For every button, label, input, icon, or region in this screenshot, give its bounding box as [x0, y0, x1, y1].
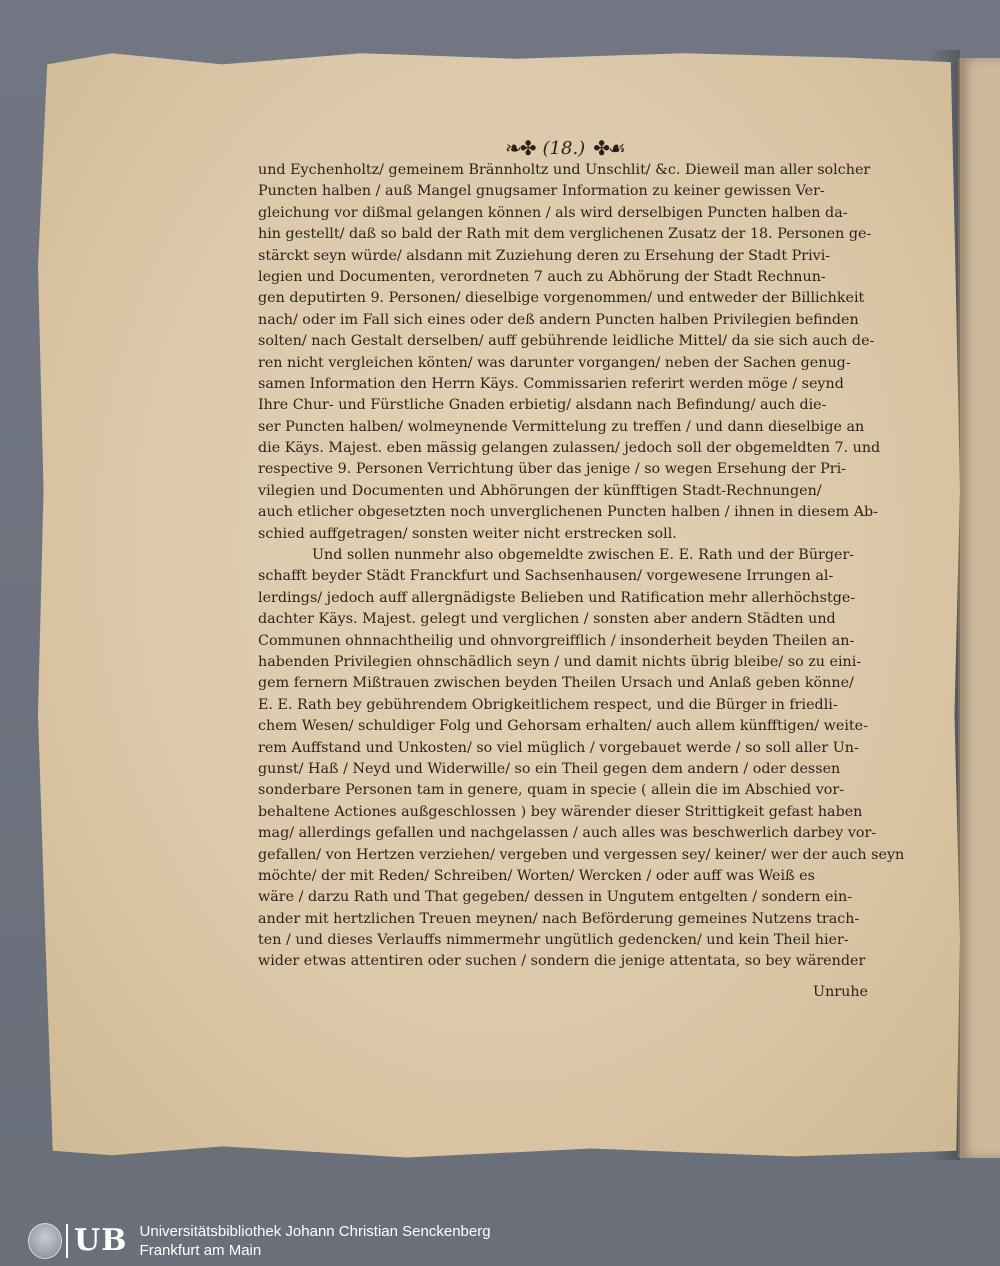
- text-line: Puncten halben / auß Mangel gnugsamer Information zu keiner gewissen Ver-: [258, 183, 825, 200]
- text-line: wäre / darzu Rath und That gegeben/ dessen in Ungutem entgelten / sondern ein-: [258, 889, 853, 906]
- text-line: die Käys. Majest. eben mässig gelangen zulassen/ jedoch soll der obgemeldten 7. und: [258, 440, 881, 457]
- catchword: Unruhe: [813, 984, 868, 1000]
- text-line: dachter Käys. Majest. gelegt und verglichen / sonsten aber andern Städten und: [258, 611, 836, 628]
- text-line: sonderbare Personen tam in genere, quam in specie ( allein die im Abschied vor-: [258, 782, 845, 799]
- text-line: nach/ oder im Fall sich eines oder deß andern Puncten halben Privilegien befinden: [258, 311, 859, 328]
- text-line: gem fernern Mißtrauen zwischen beyden Theilen Ursach und Anlaß geben könne/: [258, 675, 854, 692]
- ornament-left-icon: ❧✤: [505, 136, 535, 160]
- text-line: gefallen/ von Hertzen verziehen/ vergeben und vergessen sey/ keiner/ wer der auch seyn: [258, 846, 905, 863]
- text-line: ten / und dieses Verlauffs nimmermehr ungütlich gedencken/ und kein Theil hier-: [258, 932, 849, 949]
- text-line: wider etwas attentiren oder suchen / sondern die jenige attentata, so bey wärender: [258, 953, 866, 970]
- text-line: und Eychenholtz/ gemeinem Brännholtz und Unschlit/ &c. Dieweil man aller solcher: [258, 162, 871, 178]
- text-line: gunst/ Haß / Neyd und Widerwille/ so ein Theil gegen dem andern / oder dessen: [258, 760, 841, 777]
- text-line: gen deputirten 9. Personen/ dieselbige vorgenommen/ und entweder der Billichkeit: [258, 290, 865, 307]
- body-text: [258, 160, 905, 973]
- ornament-right-icon: ✤☙: [593, 136, 624, 160]
- text-line: Ihre Chur- und Fürstliche Gnaden erbietig/ alsdann nach Befindung/ auch die-: [258, 397, 827, 414]
- institution-line-2: Frankfurt am Main: [139, 1242, 262, 1259]
- text-line: habenden Privilegien ohnschädlich seyn / und damit nichts übrig bleibe/ so zu eini-: [258, 653, 862, 670]
- text-line: samen Information den Herrn Käys. Commissarien referirt werden möge / seynd: [258, 375, 844, 392]
- text-line: ren nicht vergleichen könten/ was darunter vorgangen/ neben der Sachen genug-: [258, 354, 851, 371]
- text-line: chem Wesen/ schuldiger Folg und Gehorsam erhalten/ auch allem künfftigen/ weite-: [258, 718, 868, 735]
- page-header: [505, 136, 624, 160]
- text-line: rem Auffstand und Unkosten/ so viel müglich / vorgebauet werde / so soll aller Un-: [258, 739, 859, 756]
- text-line: Und sollen nunmehr also obgemeldte zwischen E. E. Rath und der Bürger-: [312, 547, 855, 564]
- text-line: lerdings/ jedoch auff allergnädigste Belieben und Ratification mehr allerhöchstge-: [258, 589, 856, 606]
- text-line: möchte/ der mit Reden/ Schreiben/ Worten/ Wercken / oder auff was Weiß es: [258, 867, 815, 884]
- text-line: gleichung vor dißmal gelangen können / als wird derselbigen Puncten halben da-: [258, 204, 848, 221]
- text-line: auch etlicher obgesetzten noch unverglichenen Puncten halben / ihnen in diesem Ab-: [258, 504, 879, 521]
- library-logo[interactable]: [28, 1223, 128, 1259]
- text-line: ander mit hertzlichen Treuen meynen/ nach Beförderung gemeines Nutzens trach-: [258, 910, 860, 927]
- text-line: E. E. Rath bey gebührendem Obrigkeitlichem respect, und die Bürger in friedli-: [258, 696, 838, 713]
- text-line: mag/ allerdings gefallen und nachgelassen / auch alles was beschwerlich darbey vor-: [258, 825, 877, 842]
- text-line: stärckt seyn würde/ alsdann mit Zuziehung deren zu Ersehung der Stadt Privi-: [258, 247, 831, 264]
- text-line: ser Puncten halben/ wolmeynende Vermittelung zu treffen / und dann dieselbige an: [258, 418, 865, 435]
- seal-icon: [28, 1223, 62, 1259]
- text-line: Communen ohnnachtheilig und ohnvorgreifflich / insonderheit beyden Theilen an-: [258, 632, 855, 649]
- text-line: schafft beyder Städt Franckfurt und Sachsenhausen/ vorgewesene Irrungen al-: [258, 568, 834, 585]
- page-number: (18.): [542, 137, 586, 159]
- footer-bar: [0, 1216, 1000, 1266]
- text-line: schied auffgetragen/ sonsten weiter nicht erstrecken soll.: [258, 525, 677, 542]
- logo-text: UB: [66, 1224, 128, 1258]
- institution-name: [140, 1222, 491, 1260]
- text-line: solten/ nach Gestalt derselben/ auff gebührende leidliche Mittel/ da sie sich auch de-: [258, 333, 875, 350]
- text-line: respective 9. Personen Verrichtung über das jenige / so wegen Ersehung der Pri-: [258, 461, 847, 478]
- institution-line-1: Universitätsbibliothek Johann Christian Senckenberg: [139, 1223, 491, 1240]
- text-line: vilegien und Documenten und Abhörungen der künfftigen Stadt-Rechnungen/: [258, 482, 822, 499]
- text-line: behaltene Actiones außgeschlossen ) bey wärender dieser Strittigkeit gefast haben: [258, 803, 863, 820]
- text-line: hin gestellt/ daß so bald der Rath mit dem verglichenen Zusatz der 18. Personen ge-: [258, 226, 872, 243]
- facing-page-edge: [958, 58, 1000, 1158]
- text-line: legien und Documenten, verordneten 7 auch zu Abhörung der Stadt Rechnun-: [258, 268, 826, 285]
